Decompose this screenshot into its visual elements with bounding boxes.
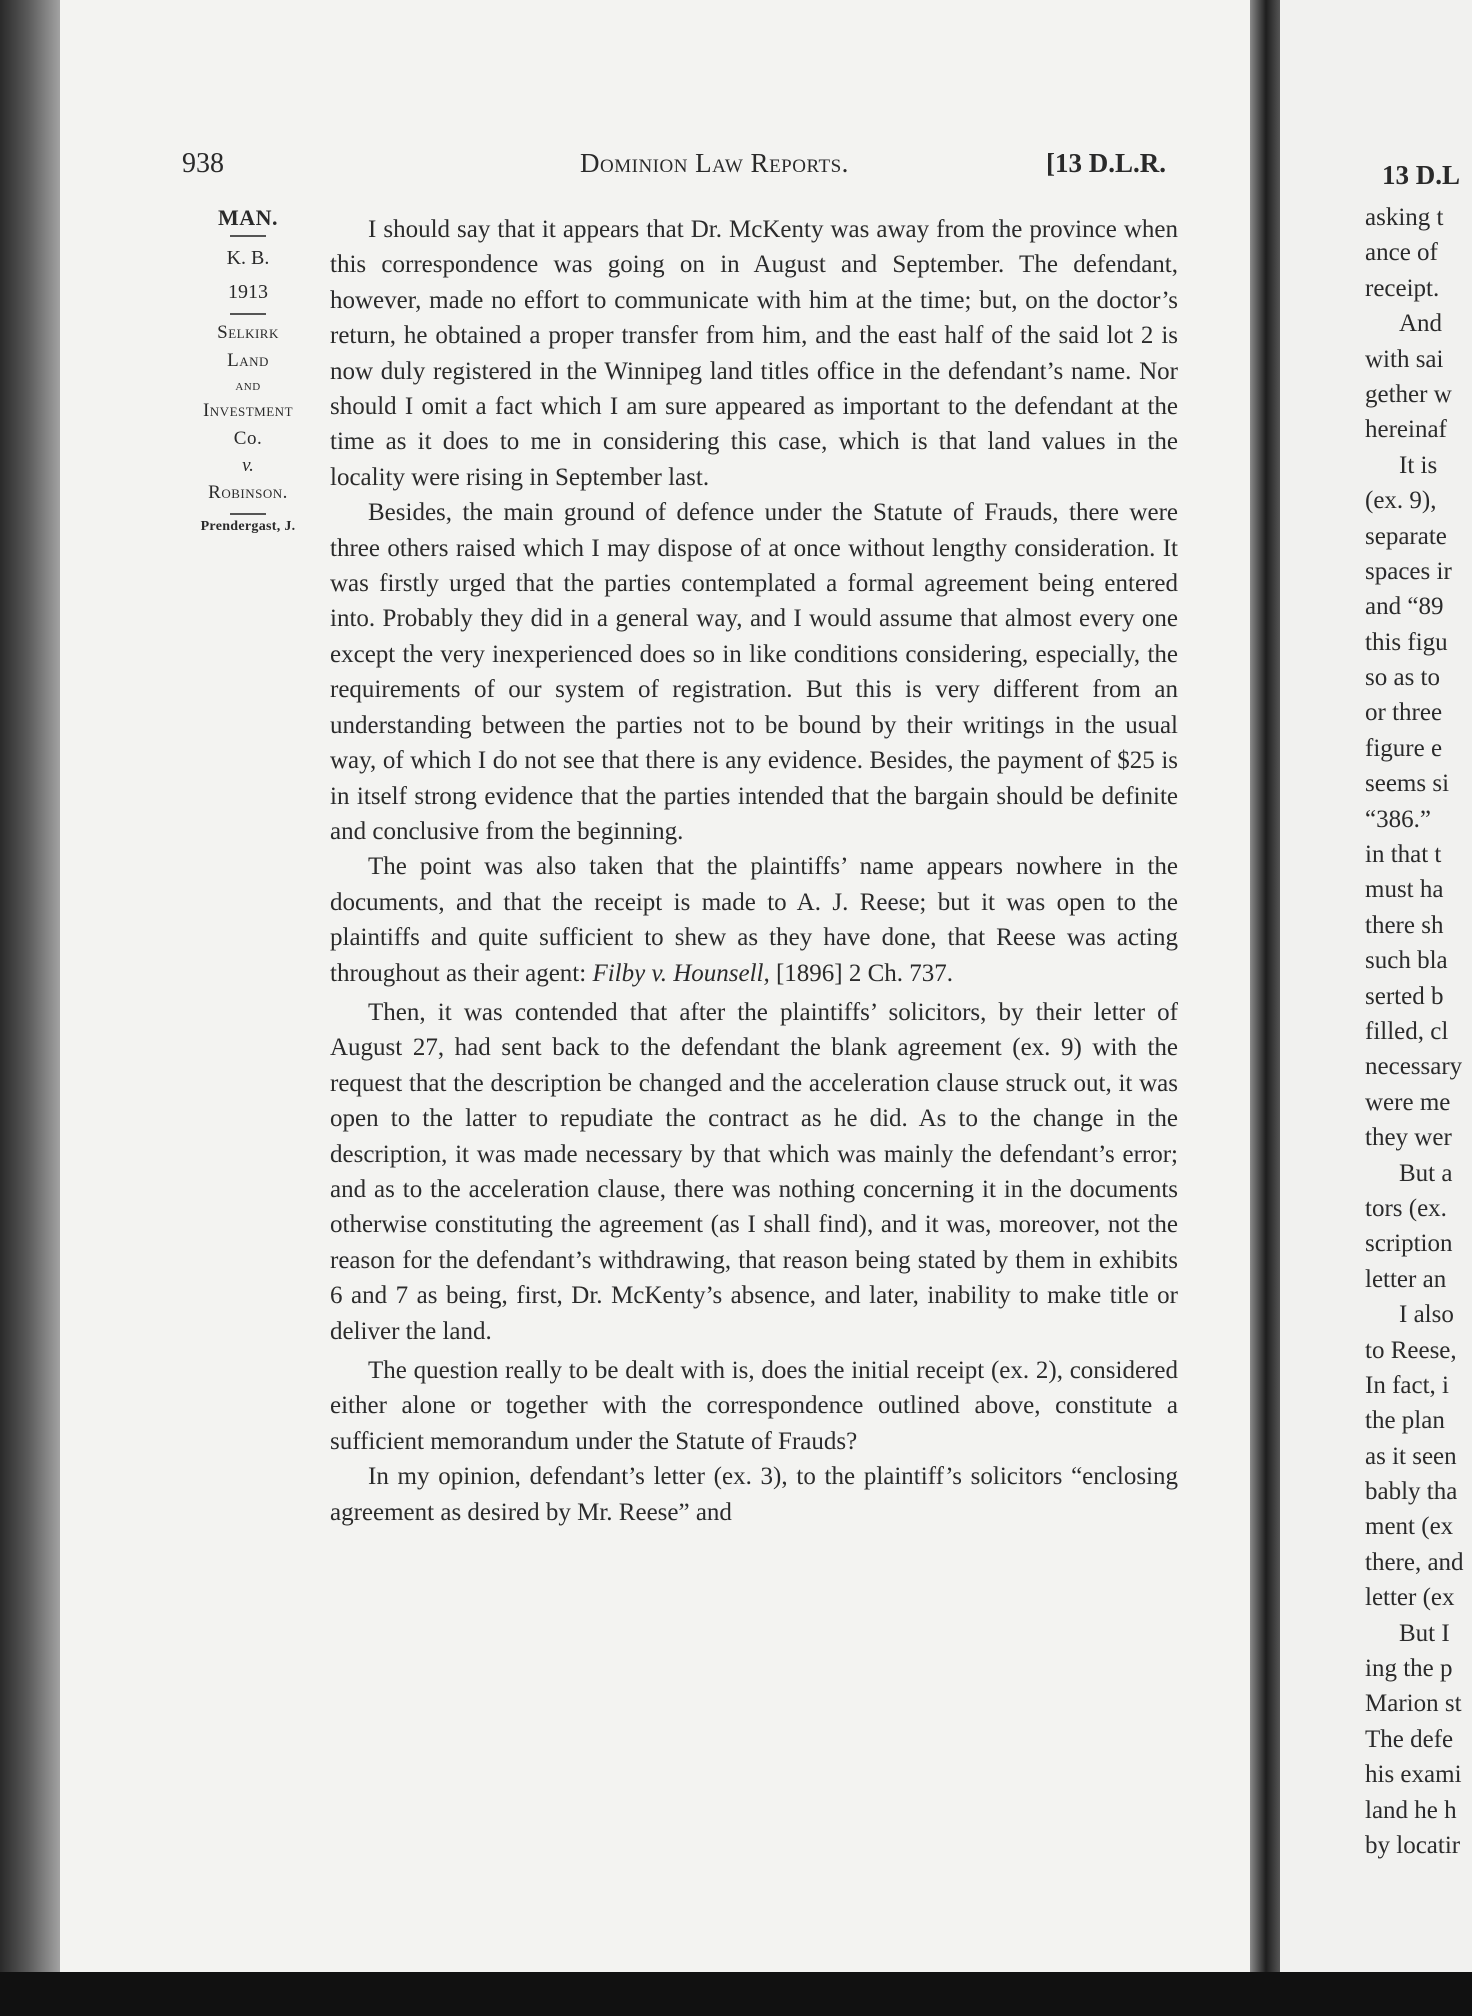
- judge: Prendergast, J.: [200, 519, 296, 534]
- right-page-line: filled, cl: [1365, 1017, 1449, 1045]
- divider: [230, 235, 266, 237]
- party-line: Co.: [233, 428, 263, 449]
- right-page-line: land he h: [1365, 1796, 1457, 1824]
- running-title: [580, 148, 849, 179]
- right-page-line: letter an: [1365, 1265, 1447, 1293]
- right-page-line: in that t: [1365, 841, 1442, 869]
- right-page-line: ing the p: [1365, 1655, 1453, 1683]
- right-page-line: It is: [1399, 451, 1438, 479]
- paragraph: Then, it was contended that after the plaintiffs’ solicitors, by their letter of August 27, had sent back to the defendant the blank agreement (ex. 9) with the request that the description be changed and the acceleration clause struck out, it was open to the latter to repudiate the contract as he did. As to the change in the description, it was made necessary by that which was mainly the defendant’s error; and as to the acceleration clause, there was nothing concerning it in the documents otherwise constituting the agreement (as I shall find), and it was, moreover, not the reason for the defendant’s withdrawing, that reason being stated by them in exhibits 6 and 7 as being, first, Dr. McKenty’s absence, and later, inability to make title or deliver the land.: [330, 998, 1178, 1345]
- right-page-line: were me: [1365, 1088, 1451, 1116]
- right-page-line: But a: [1399, 1159, 1453, 1187]
- right-page-line: with sai: [1365, 345, 1444, 373]
- right-page-line: as it seen: [1365, 1442, 1457, 1470]
- right-page-line: such bla: [1365, 947, 1448, 975]
- right-page-line: they wer: [1365, 1124, 1452, 1152]
- right-page-line: figure e: [1365, 734, 1443, 762]
- right-page-line: and “89: [1365, 593, 1444, 621]
- right-page-line: his exami: [1365, 1761, 1462, 1789]
- right-page-line: there, and: [1365, 1548, 1464, 1576]
- right-page-line: bably tha: [1365, 1478, 1458, 1506]
- volume-ref: [13 D.L.R.: [1046, 148, 1166, 178]
- right-page-line: by locatir: [1365, 1831, 1461, 1859]
- court: K. B.: [226, 247, 270, 269]
- paragraph: The question really to be dealt with is, does the initial receipt (ex. 2), considered either alone or together with the correspondence outlined above, constitute a sufficient memorandum under the Statute of Frauds?: [330, 1357, 1178, 1455]
- divider: [230, 313, 266, 315]
- right-page-line: “386.”: [1365, 805, 1431, 833]
- year: 1913: [228, 281, 268, 303]
- running-title-text: Dominion Law Reports.: [580, 148, 849, 178]
- right-page-line: And: [1399, 310, 1443, 338]
- right-page-line: The defe: [1365, 1725, 1454, 1753]
- page-number: 938: [182, 148, 224, 179]
- right-page-line: serted b: [1365, 982, 1444, 1010]
- case-citation-ref: [1896] 2 Ch. 737.: [769, 959, 954, 987]
- paragraph: I should say that it appears that Dr. McKenty was away from the province when this correspondence was going on in August and September. The defendant, however, made no effort to communicate with him at the time; but, on the doctor’s return, he obtained a proper transfer from him, and the east half of the said lot 2 is now duly registered in the Winnipeg land titles office in the defendant’s name. Nor should I omit a fact which I am sure appeared as important to the defendant at the time as it does to me in considering this case, which is that land values in the locality were rising in September last.: [330, 216, 1178, 491]
- right-page-header: 13 D.L: [1382, 160, 1461, 190]
- versus: v.: [242, 455, 254, 476]
- right-page-line: so as to: [1365, 664, 1440, 692]
- right-page-line: ance of: [1365, 239, 1438, 267]
- right-page-line: letter (ex: [1365, 1584, 1455, 1612]
- side-note: [178, 205, 318, 535]
- right-page-line: spaces ir: [1365, 557, 1452, 585]
- party-line: Investment: [202, 400, 294, 421]
- book-gutter: [1250, 0, 1282, 2016]
- party-line: and: [235, 377, 261, 394]
- right-page-line: or three: [1365, 699, 1443, 727]
- party-line: Selkirk: [217, 322, 279, 343]
- right-page-line: asking t: [1365, 204, 1444, 231]
- paragraph-text: The point was also taken that the plaintiffs’ name appears nowhere in the documents, and that the receipt is made to A. J. Reese; but it was open to the plaintiffs and quite sufficient to shew as they have done, that Reese was acting throughout as their agent:: [330, 853, 1178, 987]
- right-page-line: hereinaf: [1365, 416, 1447, 444]
- party-line: Robinson.: [208, 482, 288, 503]
- right-page-line: the plan: [1365, 1407, 1445, 1435]
- right-page-line: (ex. 9),: [1365, 487, 1437, 515]
- paragraph: [330, 849, 1178, 991]
- right-page-line: there sh: [1365, 911, 1444, 939]
- right-page-line: necessary: [1365, 1053, 1463, 1081]
- right-page-line: In fact, i: [1365, 1371, 1449, 1399]
- right-page-line: ment (ex: [1365, 1513, 1454, 1541]
- right-page-line: seems si: [1365, 770, 1450, 798]
- right-page-line: tors (ex.: [1365, 1194, 1447, 1222]
- right-page-text: [1365, 200, 1464, 1863]
- right-page-line: to Reese,: [1365, 1336, 1457, 1364]
- bottom-shadow: [0, 1972, 1472, 2016]
- paragraph: In my opinion, defendant’s letter (ex. 3), to the plaintiff’s solicitors “enclosing agreement as desired by Mr. Reese” and: [330, 1463, 1178, 1526]
- paragraph: Besides, the main ground of defence under the Statute of Frauds, there were three others raised which I may dispose of at once without lengthy consideration. It was firstly urged that the parties contemplated a formal agreement being entered into. Probably they did in a general way, and I would assume that almost every one except the very inexperienced does so in like conditions considering, especially, the requirements of our system of registration. But this is very different from an understanding between the parties not to be bound by their writings in the usual way, of which I do not see that there is any evidence. Besides, the payment of $25 is in itself strong evidence that the parties intended that the bargain should be definite and conclusive from the beginning.: [330, 499, 1178, 845]
- right-page-line: must ha: [1365, 876, 1444, 904]
- right-page-line: I also: [1399, 1301, 1454, 1329]
- party-line: Land: [227, 350, 269, 371]
- right-page-line: this figu: [1365, 628, 1448, 656]
- divider: [230, 513, 266, 515]
- right-page-line: separate: [1365, 522, 1447, 550]
- right-page-line: Marion st: [1365, 1690, 1462, 1718]
- case-citation-name: Filby v. Hounsell,: [592, 959, 770, 987]
- right-page-line: gether w: [1365, 380, 1452, 408]
- body-text: [330, 212, 1178, 1530]
- province: MAN.: [217, 205, 279, 230]
- right-page-line: receipt.: [1365, 274, 1440, 302]
- right-page-line: But I: [1399, 1619, 1450, 1647]
- right-page-line: scription: [1365, 1230, 1453, 1258]
